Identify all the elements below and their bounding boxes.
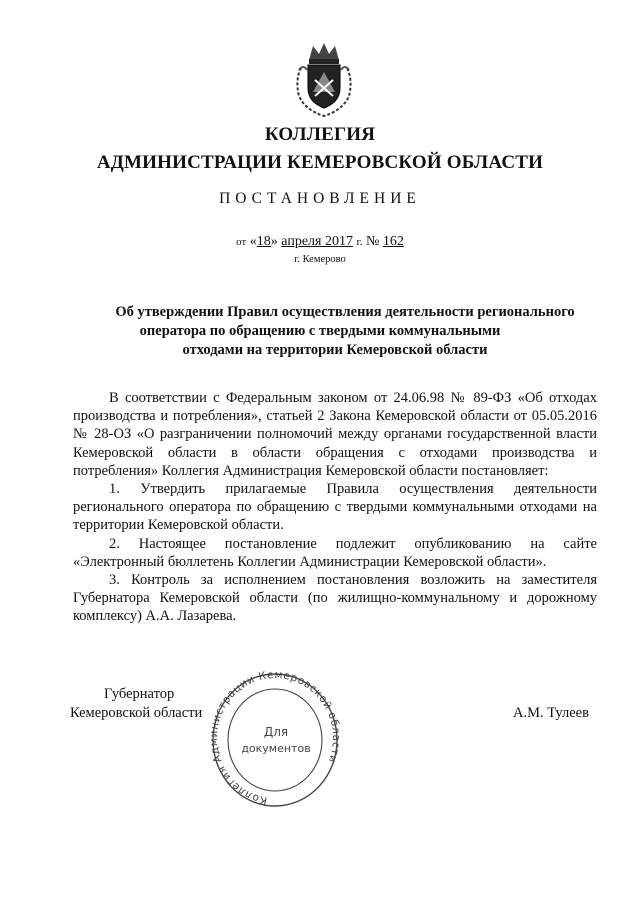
signature-position-line2: Кемеровской области [70,705,203,721]
document-number: 162 [382,234,404,249]
date-quote-close: » [270,234,278,249]
signature-position [70,685,230,723]
document-title [0,303,640,360]
date-quote-open: « [249,234,257,249]
title-line-1: Об утверждении Правил осуществления деятельности регионального [115,304,575,320]
date-line [0,234,640,250]
org-name-line2: АДМИНИСТРАЦИИ КЕМЕРОВСКОЙ ОБЛАСТИ [96,152,544,173]
city-name: г. Кемерово [294,254,346,265]
date-year-suffix: г. [356,236,363,248]
signature-position-line1: Губернатор [104,686,175,702]
date-prefix: от [236,236,247,248]
document-body [73,389,597,626]
body-item-1: 1. Утвердить прилагаемые Правила осуществления деятельности регионального оператора по обращению с твердыми коммунальными отходами на территории Кемеровской области. [73,481,597,534]
coat-of-arms-emblem [293,40,355,118]
stamp-ring-text: Коллегия А истрации Кемеровской об ти [210,670,340,807]
body-item-3: 3. Контроль за исполнением постановления возложить на заместителя Губернатора Кемеровской области (по жилищно-коммунальному и дорожному комплексу) А.А. Лазарева. [73,572,597,625]
date-month-year: апреля 2017 [281,234,353,249]
stamp-center-line2: документов [241,742,311,755]
body-item-2: 2. Настоящее постановление подлежит опубликованию на сайте «Электронный бюллетень Коллегии Администрации Кемеровской области». [73,535,597,570]
title-line-2: оператора по обращению с твердыми коммунальными [139,323,501,339]
signature-name: А.М. Тулеев [513,705,589,721]
body-intro-paragraph: В соответствии с Федеральным законом от 24.06.98 № 89-ФЗ «Об отходах производства и потребления», статьей 2 Закона Кемеровской области от 05.05.2016 № 28-ОЗ «О разграничении полномочий между органами государственной власти Кемеровской области в области обращения с отходами производства и потребления» Коллегия Администрация Кемеровской области постановляет: [73,390,597,479]
org-name-line1: КОЛЛЕГИЯ [264,124,376,145]
title-line-3: отходами на территории Кемеровской области [182,342,488,358]
document-type: ПОСТАНОВЛЕНИЕ [219,190,421,207]
official-stamp [210,670,340,815]
stamp-center-line1: Для [263,725,289,739]
date-day: 18 [256,234,271,249]
number-sign: № [366,234,380,249]
